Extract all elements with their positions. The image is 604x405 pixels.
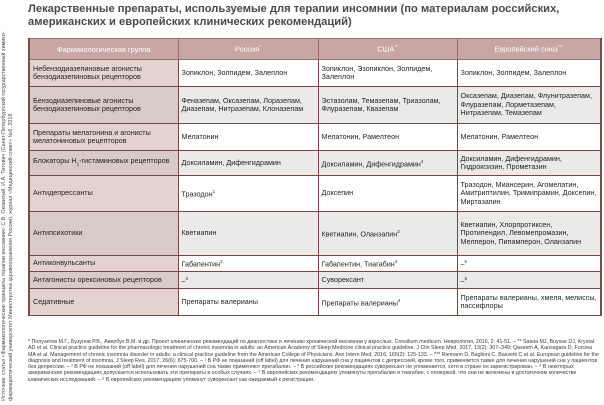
- table-header-row: [29, 39, 601, 60]
- drugs-table: [28, 38, 602, 316]
- table-row: [29, 60, 601, 87]
- cell-russia: Препараты валерианы: [178, 289, 318, 316]
- cell-group: Антагонисты орексиновых рецепторов: [29, 272, 178, 289]
- cell-usa: Зопиклон, Эзопиклон, Золпидем, Залеплон: [318, 60, 457, 87]
- page-title: Лекарственные препараты, используемые для терапии инсомнии (по материалам российских, американских и европейских клинических рекомендаций): [28, 3, 560, 28]
- cell-usa: Доксепин: [318, 176, 457, 212]
- cell-group: Блокаторы $Н_1$-гистаминовых рецепторов: [29, 151, 178, 176]
- cell-group: Антиконвульсанты: [29, 256, 178, 272]
- drugs-table-container: [28, 38, 600, 316]
- table-row: [29, 212, 601, 256]
- table-row: [29, 176, 601, 212]
- cell-eu: –$^5$: [457, 256, 601, 272]
- cell-eu: Доксиламин, Дифенгидрамин, Гидроксизин, Прометазин: [457, 151, 601, 176]
- source-citation: Источник: статья «Фармакологические принципы терапии инсомнии» С.В. Оковитый, И.А. Титович (Санкт-Петербургский государственный химико-фармацевтический университет Министерства здравоохранения России), журнал «Медицинский совет» №6, 2018: [1, 31, 14, 401]
- cell-russia: Габапентин$^2$: [178, 256, 318, 272]
- cell-group: Антипсихотики: [29, 212, 178, 256]
- cell-group: Препараты мелатонина и агонисты мелатониновых рецепторов: [29, 124, 178, 151]
- cell-eu: –$^6$: [457, 272, 601, 289]
- cell-eu: Мелатонин, Рамелтеон: [457, 124, 601, 151]
- cell-group: Седативные: [29, 289, 178, 316]
- cell-russia: Зопиклон, Золпидем, Залеплон: [178, 60, 318, 87]
- footnotes: [28, 339, 600, 383]
- cell-eu: Тразодон, Миансерин, Агомелатин, Амитриптилин, Тримипрамин, Доксепин, Миртазапин: [457, 176, 601, 212]
- cell-usa: Мелатонин, Рамелтеон: [318, 124, 457, 151]
- cell-group: Бензодиазепиновые агонисты бензодиазепиновых рецепторов: [29, 87, 178, 124]
- source-sidebar: [0, 0, 22, 405]
- header-russia: Россия*: [178, 39, 318, 60]
- cell-usa: Эстазолам, Темазепам, Триазолам, Флуразепам, Квазепам: [318, 87, 457, 124]
- cell-eu: Оксазепам, Диазепам, Флунитразепам, Флуразепам, Лорметазепам, Нитразепам, Темазепам: [457, 87, 601, 124]
- table-row: [29, 151, 601, 176]
- cell-group: Небензодиазепиновые агонисты бензодиазепиновых рецепторов: [29, 60, 178, 87]
- cell-russia: Феназепам, Оксазепам, Лоразепам, Диазепам, Нитразепам, Клоназепам: [178, 87, 318, 124]
- cell-group: Антидепрессанты: [29, 176, 178, 212]
- cell-russia: –$^3$: [178, 272, 318, 289]
- cell-eu: Кветиапин, Хлорпротиксен, Протипендил, Левомепромазин, Мелперон, Пипамперон, Оланзапин: [457, 212, 601, 256]
- cell-usa: Доксиламин, Дифенгидрамин$^4$: [318, 151, 457, 176]
- cell-usa: Габапентин, Тиагабин$^4$: [318, 256, 457, 272]
- table-row: [29, 124, 601, 151]
- cell-russia: Доксиламин, Дифенгидрамин: [178, 151, 318, 176]
- cell-usa: Кветиапин, Оланзапин$^2$: [318, 212, 457, 256]
- table-row: [29, 256, 601, 272]
- cell-russia: Мелатонин: [178, 124, 318, 151]
- cell-usa: Препараты валерианы$^4$: [318, 289, 457, 316]
- cell-russia: Тразодон$^1$: [178, 176, 318, 212]
- footnote-text: * Полуэктов М.Г., Бузунов Р.В., Авербух В.М. и др. Проект клинических рекомендаций по диагностике и лечению хронической инсомнии у взрослых. Consilium medicum. Неврология, 2016, 2: 41-51. – ** Sateia MJ, Buysse DJ, Krystal AD et al. Clinical practice guideline for the pharmacologic treatment of chronic insomnia in adults: an American Academy of Sleep Medicine clinical practice guideline. J Clin Sleep Med, 2017, 13(2): 307–349; Qaseem A, Kansagara D, Forciea MA et al. Management of chronic insomnia disorder in adults: a clinical practice guideline from the American College of Physicians. Ann Intern Med, 2016, 165(2): 125-133. – *** Riemann D, Baglioni C, Bassetti C et al. European guideline for the diagnosis and treatment of insomnia. J Sleep Res, 2017, 26(6): 675-700. – ¹ В РФ не показаний (off label) для лечения нарушений сна у пациентов с депрессией, кроме того, применяется также для лечения нарушений сна у пациентов без депрессии. – ² В РФ не показаний (off label) для лечения нарушений сна также применяют прегабалин. – ³ В российских рекомендациях суворексант не упоминается, хотя в стране он зарегистрирован. – ⁴ В некоторых американских рекомендациях допускается использовать эти препараты в особых случаях. – ⁵ В европейских рекомендациях упомянуты прегабалин и тиагабин, с оговоркой, что они не включены в достаточном количестве клинических исследований. – ⁶ В европейских рекомендациях упомянут суворексант как ожидаемый к регистрации.: [28, 339, 599, 383]
- cell-russia: Кветиапин: [178, 212, 318, 256]
- table-row: [29, 87, 601, 124]
- header-group: Фармакологическая группа: [29, 39, 178, 60]
- header-usa: США**: [318, 39, 457, 60]
- cell-eu: Зопиклон, Золпидем, Залеплон: [457, 60, 601, 87]
- cell-usa: Суворексант: [318, 272, 457, 289]
- table-row: [29, 272, 601, 289]
- header-eu: Европейский союз***: [457, 39, 601, 60]
- table-row: [29, 289, 601, 316]
- cell-eu: Препараты валерианы, хмеля, мелиссы, пассифлоры: [457, 289, 601, 316]
